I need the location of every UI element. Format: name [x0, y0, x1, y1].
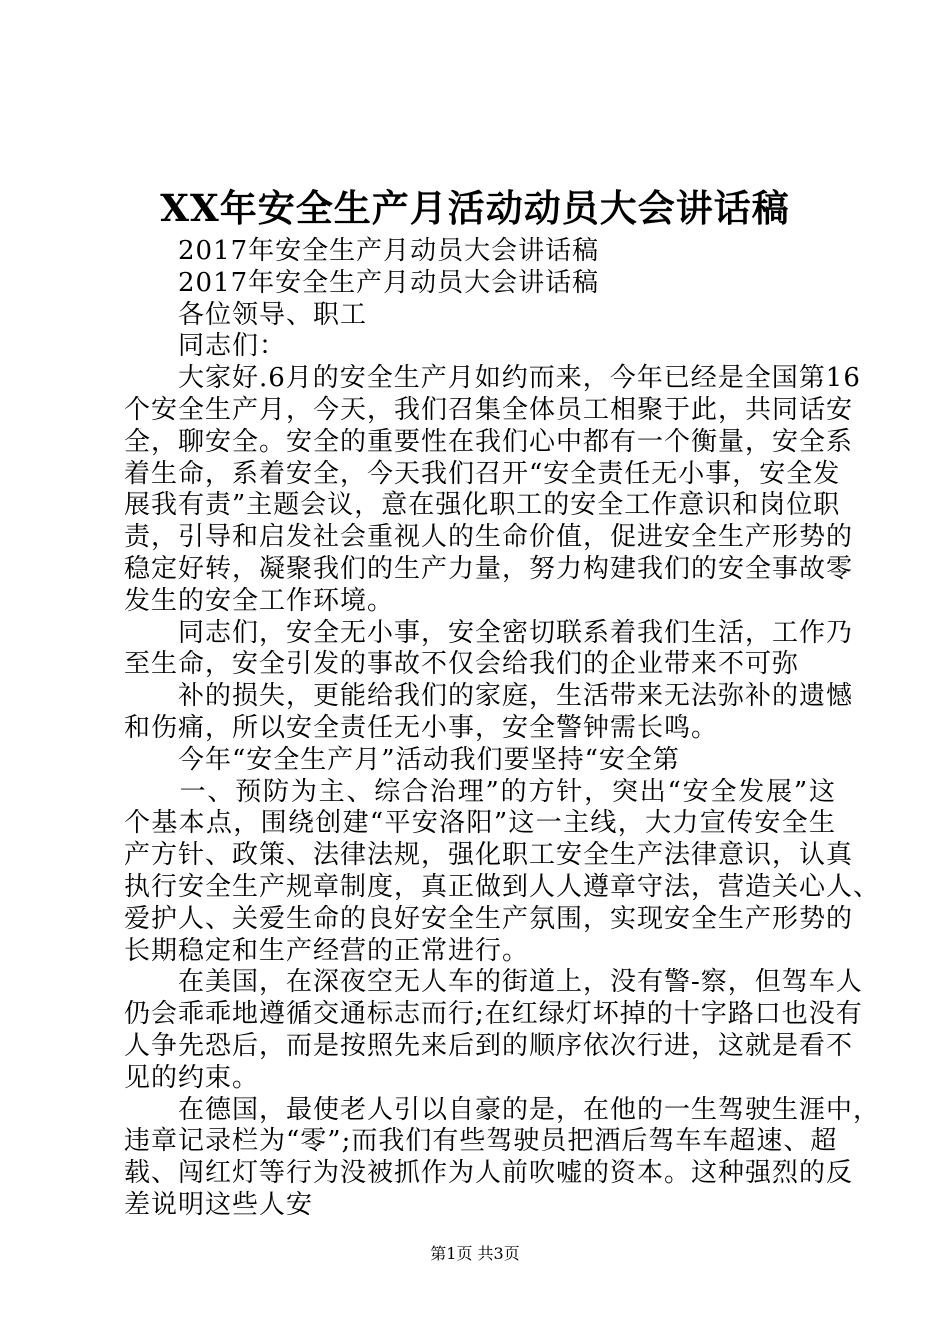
text-line: 大家好.6月的安全生产月如约而来，今年已经是全国第16: [124, 363, 861, 394]
text-line: 2017年安全生产月动员大会讲话稿: [124, 236, 600, 266]
document-body: [124, 236, 881, 1222]
text-line: 爱护人、关爱生命的良好安全生产氛围，实现安全生产形势的: [124, 903, 854, 934]
text-line: 2017年安全生产月动员大会讲话稿: [124, 267, 600, 298]
text-line: 补的损失，更能给我们的家庭，生活带来无法弥补的遗憾: [124, 681, 854, 712]
text-line: 见的约束。: [124, 1062, 260, 1093]
text-line: 和伤痛，所以安全责任无小事，安全警钟需长鸣。: [124, 712, 719, 743]
text-line: 同志们，安全无小事，安全密切联系着我们生活，工作乃: [124, 617, 854, 648]
text-line: 全，聊安全。安全的重要性在我们心中都有一个衡量，安全系: [124, 426, 854, 457]
text-line: 至生命，安全引发的事故不仅会给我们的企业带来不可弥: [124, 649, 800, 680]
text-line: 人争先恐后，而是按照先来后到的顺序依次行进，这就是看不: [124, 1030, 854, 1061]
text-line: 各位领导、职工: [124, 299, 368, 330]
text-line: 展我有责”主题会议，意在强化职工的安全工作意识和岗位职: [124, 490, 841, 521]
page-footer: 第1页 共3页: [430, 1244, 520, 1263]
text-line: 仍会乖乖地遵循交通标志而行;在红绿灯坏掉的十字路口也没有: [124, 999, 863, 1030]
text-line: 差说明这些人安: [124, 1189, 314, 1220]
text-line: 长期稳定和生产经营的正常进行。: [124, 935, 530, 966]
text-line: 产方针、政策、法律法规，强化职工安全生产法律意识，认真: [124, 840, 854, 871]
text-line: 发生的安全工作环境。: [124, 585, 395, 616]
text-line: 违章记录栏为“零”;而我们有些驾驶员把酒后驾车车超速、超: [124, 1126, 838, 1157]
text-line: 个基本点，围绕创建“平安洛阳”这一主线，大力宣传安全生: [124, 808, 836, 839]
text-line: 在德国，最使老人引以自豪的是，在他的一生驾驶生涯中，: [124, 1094, 881, 1125]
text-line: 着生命，系着安全，今天我们召开“安全责任无小事，安全发: [124, 458, 841, 489]
page-title: XX年安全生产月活动动员大会讲话稿: [160, 186, 790, 230]
text-line: 执行安全生产规章制度，真正做到人人遵章守法，营造关心人、: [124, 871, 881, 902]
text-line: 个安全生产月，今天，我们召集全体员工相聚于此，共同话安: [124, 394, 854, 425]
text-line: 载、闯红灯等行为没被抓作为人前吹嘘的资本。这种强烈的反: [124, 1158, 854, 1189]
text-line: 同志们：: [124, 331, 287, 362]
text-line: 一、预防为主、综合治理”的方针，突出“安全发展”这: [124, 776, 836, 807]
text-line: 今年“安全生产月”活动我们要坚持“安全第: [124, 744, 680, 775]
text-line: 稳定好转，凝聚我们的生产力量，努力构建我们的安全事故零: [124, 553, 854, 584]
text-line: 责，引导和启发社会重视人的生命价值，促进安全生产形势的: [124, 522, 854, 553]
text-line: 在美国，在深夜空无人车的街道上，没有警-察，但驾车人: [124, 967, 863, 998]
